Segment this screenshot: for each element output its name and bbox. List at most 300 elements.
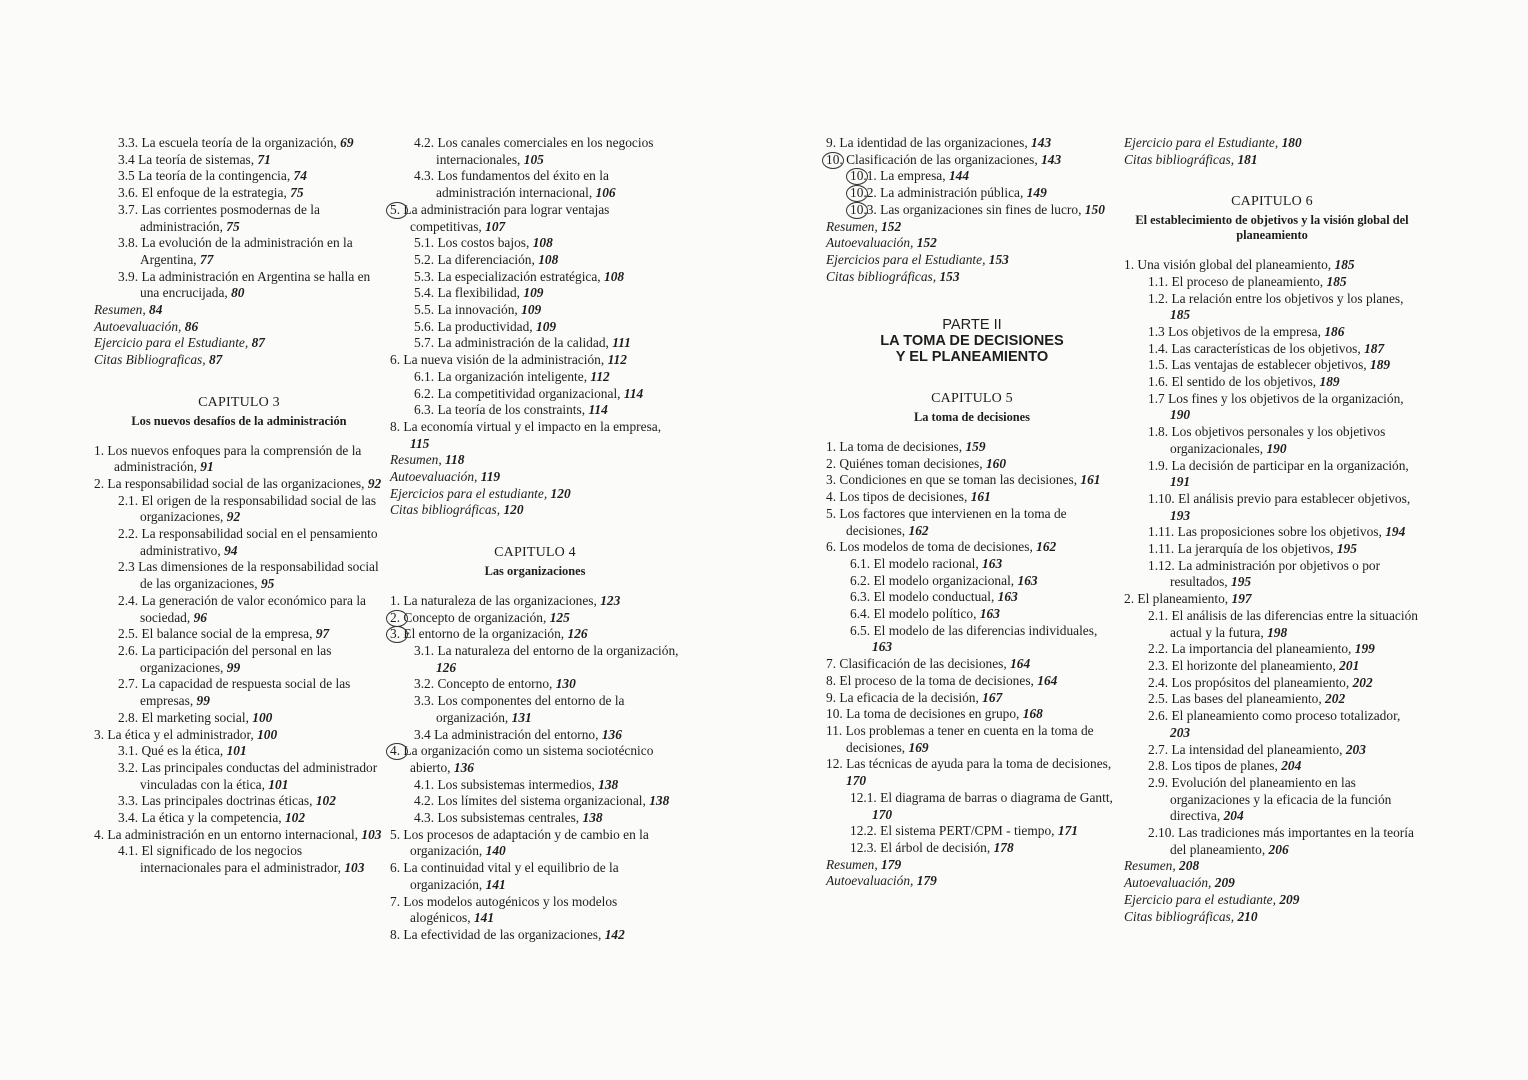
chapter-heading: [826, 391, 1118, 425]
entry-title: La escuela teoría de la organización,: [141, 135, 337, 150]
toc-back-matter-entry: [826, 219, 1118, 236]
entry-page: 179: [881, 856, 902, 872]
entry-page: 109: [523, 285, 544, 301]
entry-number: 9.: [826, 689, 837, 705]
entry-title: La efectividad de las organizaciones,: [403, 926, 602, 942]
toc-entry: [1124, 558, 1420, 591]
entry-page: 142: [604, 926, 625, 942]
toc-entry: [94, 793, 384, 810]
entry-page: 92: [226, 509, 241, 525]
toc-entry: [1124, 424, 1420, 457]
entry-title: El planeamiento,: [1137, 591, 1229, 607]
entry-page: 118: [445, 452, 465, 468]
toc-back-matter-entry: [1124, 858, 1420, 875]
entry-page: 180: [1281, 135, 1302, 150]
entry-title: La flexibilidad,: [437, 285, 521, 301]
entry-page: 185: [1326, 273, 1347, 289]
toc-entry: [94, 235, 384, 268]
entry-title: La administración en un entorno internacional,: [107, 826, 359, 842]
chapter-title: CAPITULO 4: [494, 545, 576, 561]
entry-number: 6.3.: [850, 589, 871, 605]
entry-title: Las proposiciones sobre los objetivos,: [1177, 524, 1382, 540]
entry-page: 153: [939, 268, 960, 284]
toc-entry: [94, 559, 384, 592]
toc-entry: [826, 152, 1118, 169]
entry-page: 94: [224, 542, 238, 558]
entry-page: 161: [970, 489, 991, 505]
entry-number: 2.5.: [1148, 691, 1169, 707]
entry-title: Resumen,: [390, 452, 442, 468]
toc-entry: [826, 456, 1118, 473]
toc-entry: [94, 810, 384, 827]
entry-number: 2.9.: [1148, 774, 1169, 790]
entry-title: La administración pública,: [880, 185, 1024, 201]
entry-number: 3.9.: [118, 268, 139, 284]
entry-page: 163: [1017, 572, 1038, 588]
toc-back-matter-entry: [94, 352, 384, 369]
entry-title: Los subsistemas intermedios,: [437, 776, 595, 792]
entry-page: 170: [872, 806, 893, 822]
entry-title: Resumen,: [826, 218, 878, 234]
entry-number: 3.4: [414, 726, 431, 742]
toc-entry: [94, 493, 384, 526]
entry-title: La administración en Argentina se halla en una encrucijada,: [140, 268, 371, 301]
entry-number: 1.1.: [1148, 273, 1169, 289]
entry-title: La ética y la competencia,: [141, 810, 282, 826]
entry-page: 195: [1336, 541, 1357, 557]
entry-number: 2.8.: [1148, 758, 1169, 774]
toc-entry: [826, 556, 1118, 573]
entry-number: 1.11.: [1148, 524, 1175, 540]
toc-entry: [390, 626, 680, 643]
toc-entry: [826, 823, 1118, 840]
entry-title: La administración para lograr ventajas competitivas,: [403, 201, 610, 234]
entry-page: 144: [948, 168, 970, 184]
entry-page: 126: [436, 659, 457, 675]
entry-title: La capacidad de respuesta social de las empresas,: [140, 676, 351, 709]
entry-page: 126: [567, 626, 588, 642]
toc-entry: [1124, 257, 1420, 274]
entry-page: 141: [473, 910, 495, 926]
entry-page: 152: [881, 218, 902, 234]
part-heading: [826, 317, 1118, 365]
entry-title: Citas bibliográficas,: [1124, 151, 1235, 167]
entry-number: 6.1.: [414, 368, 435, 384]
entry-title: Ejercicio para el Estudiante,: [94, 335, 249, 351]
toc-back-matter-entry: [390, 502, 680, 519]
toc-entry: [390, 386, 680, 403]
toc-back-matter-entry: [94, 319, 384, 336]
entry-title: Autoevaluación,: [826, 235, 914, 251]
entry-number: 1.: [390, 592, 401, 608]
entry-number: 4.1.: [414, 776, 435, 792]
entry-title: La administración del entorno,: [434, 726, 599, 742]
entry-number: 4.3.: [414, 168, 435, 184]
entry-page: 152: [916, 235, 937, 251]
entry-page: 136: [601, 726, 622, 742]
entry-page: 84: [149, 302, 163, 318]
entry-title: Citas Bibliograficas,: [94, 352, 206, 368]
toc-entry: [390, 693, 680, 726]
entry-page: 153: [988, 251, 1009, 267]
entry-title: El horizonte del planeamiento,: [1171, 657, 1336, 673]
toc-back-matter-entry: [826, 857, 1118, 874]
toc-entry: [826, 606, 1118, 623]
entry-title: Citas bibliográficas,: [826, 268, 937, 284]
entry-number: 1.7: [1148, 390, 1165, 406]
toc-entry: [826, 168, 1118, 185]
entry-page: 74: [293, 168, 307, 184]
entry-number: 3.3.: [414, 693, 435, 709]
entry-page: 115: [410, 435, 430, 451]
entry-number: 3.: [390, 626, 401, 642]
entry-title: Evolución del planeamiento en las organizaciones y la eficacia de la función directiva,: [1170, 774, 1392, 824]
entry-page: 130: [555, 676, 576, 692]
entry-title: La importancia del planeamiento,: [1171, 641, 1352, 657]
toc-entry: [94, 152, 384, 169]
entry-number: 10.2.: [850, 185, 877, 201]
chapter-heading: [390, 545, 680, 579]
entry-page: 114: [623, 385, 644, 401]
entry-page: 150: [1084, 201, 1105, 217]
entry-title: El modelo organizacional,: [873, 572, 1015, 588]
entry-title: Quiénes toman decisiones,: [839, 455, 983, 471]
entry-title: La teoría de sistemas,: [138, 151, 255, 167]
entry-number: 1.3: [1148, 323, 1165, 339]
entry-number: 3.7.: [118, 201, 139, 217]
toc-entry: [94, 476, 384, 493]
entry-title: Los problemas a tener en cuenta en la toma de decisiones,: [845, 722, 1094, 755]
entry-page: 102: [315, 793, 336, 809]
entry-title: La toma de decisiones,: [839, 439, 963, 455]
toc-entry: [1124, 775, 1420, 825]
entry-page: 208: [1179, 858, 1200, 874]
toc-entry: [94, 168, 384, 185]
entry-page: 194: [1385, 524, 1406, 540]
toc-entry: [826, 135, 1118, 152]
toc-entry: [94, 643, 384, 676]
entry-title: La economía virtual y el impacto en la empresa,: [403, 418, 662, 434]
entry-title: El árbol de decisión,: [880, 839, 991, 855]
toc-back-matter-entry: [826, 873, 1118, 890]
toc-entry: [1124, 758, 1420, 775]
entry-page: 159: [965, 439, 986, 455]
toc-entry: [826, 623, 1118, 656]
toc-entry: [94, 843, 384, 876]
entry-page: 106: [595, 185, 616, 201]
entry-number: 2.5.: [118, 626, 139, 642]
toc-entry: [826, 690, 1118, 707]
entry-page: 163: [872, 639, 893, 655]
entry-page: 163: [997, 589, 1018, 605]
entry-number: 6.2.: [414, 385, 435, 401]
toc-entry: [390, 319, 680, 336]
toc-entry: [94, 710, 384, 727]
entry-title: Los tipos de decisiones,: [839, 489, 968, 505]
toc-entry: [390, 252, 680, 269]
entry-number: 2.4.: [1148, 674, 1169, 690]
entry-number: 5.3.: [414, 268, 435, 284]
entry-page: 101: [226, 743, 247, 759]
entry-number: 5.: [390, 201, 401, 217]
part-title-line-2: Y EL PLANEAMIENTO: [895, 349, 1049, 366]
entry-number: 1.: [1124, 257, 1135, 273]
toc-entry: [1124, 391, 1420, 424]
entry-page: 201: [1339, 657, 1360, 673]
entry-title: El balance social de la empresa,: [141, 626, 313, 642]
entry-number: 1.9.: [1148, 457, 1169, 473]
toc-entry: [826, 202, 1118, 219]
toc-entry: [1124, 274, 1420, 291]
entry-number: 2.: [390, 609, 401, 625]
toc-entry: [94, 676, 384, 709]
entry-title: La nueva visión de la administración,: [403, 352, 605, 368]
entry-page: 99: [226, 659, 241, 675]
toc-entry: [390, 135, 680, 168]
entry-title: La identidad de las organizaciones,: [839, 135, 1028, 150]
entry-number: 3.4.: [118, 810, 139, 826]
entry-page: 202: [1352, 674, 1373, 690]
entry-number: 4.: [94, 826, 105, 842]
entry-page: 163: [982, 555, 1003, 571]
toc-entry: [390, 402, 680, 419]
entry-title: La responsabilidad social de las organizaciones,: [107, 475, 365, 491]
entry-title: Resumen,: [826, 856, 878, 872]
entry-page: 112: [590, 368, 610, 384]
entry-page: 203: [1345, 741, 1366, 757]
entry-number: 1.6.: [1148, 374, 1169, 390]
entry-page: 163: [979, 606, 1000, 622]
toc-entry: [390, 643, 680, 676]
toc-entry: [390, 593, 680, 610]
toc-entry: [390, 610, 680, 627]
entry-page: 75: [226, 218, 240, 234]
toc-entry: [826, 840, 1118, 857]
entry-page: 190: [1266, 440, 1287, 456]
toc-entry: [390, 352, 680, 369]
entry-title: Los modelos autogénicos y los modelos alogénicos,: [403, 893, 618, 926]
entry-number: 11.: [826, 722, 843, 738]
toc-entry: [94, 269, 384, 302]
entry-title: La teoría de la contingencia,: [138, 168, 291, 184]
entry-number: 5.5.: [414, 302, 435, 318]
entry-page: 210: [1237, 908, 1258, 924]
entry-title: La evolución de la administración en la Argentina,: [140, 235, 353, 267]
toc-entry: [390, 335, 680, 352]
entry-title: Los subsistemas centrales,: [437, 810, 580, 826]
entry-title: Los objetivos personales y los objetivos organizacionales,: [1170, 424, 1386, 456]
entry-number: 5.: [826, 505, 837, 521]
toc-entry: [826, 723, 1118, 756]
entry-page: 103: [361, 826, 382, 842]
entry-page: 80: [231, 285, 245, 301]
chapter-subtitle: El establecimiento de objetivos y la visión global del planeamiento: [1135, 213, 1409, 243]
entry-title: La naturaleza de las organizaciones,: [403, 592, 597, 608]
entry-title: Los objetivos de la empresa,: [1168, 323, 1321, 339]
entry-title: La empresa,: [880, 168, 946, 184]
entry-number: 12.: [826, 756, 843, 772]
entry-page: 199: [1354, 641, 1375, 657]
entry-title: La relación entre los objetivos y los planes,: [1171, 290, 1404, 306]
toc-entry: [1124, 524, 1420, 541]
entry-number: 4.2.: [414, 135, 435, 150]
entry-page: 131: [511, 709, 532, 725]
entry-page: 138: [582, 810, 603, 826]
entry-number: 3.8.: [118, 235, 139, 251]
entry-number: 7.: [826, 656, 837, 672]
entry-page: 77: [200, 251, 214, 267]
entry-number: 2.: [94, 475, 105, 491]
entry-page: 87: [208, 352, 223, 368]
toc-entry: [1124, 658, 1420, 675]
entry-title: El sistema PERT/CPM - tiempo,: [880, 823, 1055, 839]
entry-page: 168: [1022, 706, 1043, 722]
entry-title: Los canales comerciales en los negocios internacionales,: [436, 135, 654, 167]
entry-page: 91: [200, 459, 214, 475]
entry-page: 202: [1325, 691, 1346, 707]
entry-title: La organización como un sistema sociotécnico abierto,: [403, 743, 654, 775]
toc-back-matter-entry: [1124, 892, 1420, 909]
toc-entry: [390, 202, 680, 235]
entry-page: 185: [1334, 257, 1355, 273]
entry-title: Citas bibliográficas,: [1124, 908, 1235, 924]
entry-page: 99: [196, 693, 210, 709]
entry-title: El diagrama de barras o diagrama de Gantt,: [880, 789, 1113, 805]
entry-page: 92: [367, 475, 382, 491]
toc-entry: [94, 626, 384, 643]
entry-number: 5.4.: [414, 285, 435, 301]
entry-number: 2.: [826, 455, 837, 471]
entry-page: 171: [1057, 823, 1078, 839]
entry-title: Resumen,: [1124, 858, 1176, 874]
entry-number: 6.5.: [850, 622, 871, 638]
entry-title: Concepto de organización,: [403, 609, 547, 625]
entry-title: La generación de valor económico para la sociedad,: [140, 592, 367, 625]
entry-number: 2.8.: [118, 709, 139, 725]
toc-entry: [94, 593, 384, 626]
toc-entry: [390, 777, 680, 794]
entry-number: 7.: [390, 893, 401, 909]
entry-title: Las técnicas de ayuda para la toma de decisiones,: [846, 756, 1112, 772]
toc-column-3: [826, 135, 1118, 890]
entry-page: 197: [1231, 591, 1252, 607]
entry-number: 2.10.: [1148, 825, 1175, 841]
entry-number: 5.6.: [414, 318, 435, 334]
entry-number: 1.4.: [1148, 340, 1169, 356]
entry-number: 6.3.: [414, 402, 435, 418]
entry-title: Las características de los objetivos,: [1171, 340, 1361, 356]
toc-back-matter-entry: [826, 235, 1118, 252]
entry-number: 8.: [390, 926, 401, 942]
entry-number: 10.: [826, 706, 843, 722]
entry-title: El análisis de las diferencias entre la situación actual y la futura,: [1170, 607, 1418, 640]
entry-page: 143: [1041, 151, 1062, 167]
toc-entry: [1124, 675, 1420, 692]
entry-title: Los límites del sistema organizacional,: [437, 793, 646, 809]
entry-number: 3.6.: [118, 185, 139, 201]
entry-title: El entorno de la organización,: [403, 626, 565, 642]
toc-entry: [390, 810, 680, 827]
toc-entry: [390, 235, 680, 252]
entry-title: Condiciones en que se toman las decisiones,: [839, 472, 1078, 488]
entry-page: 190: [1170, 407, 1191, 423]
entry-title: Las tradiciones más importantes en la teoría del planeamiento,: [1170, 825, 1414, 857]
entry-title: El modelo político,: [873, 606, 977, 622]
entry-title: Los fundamentos del éxito en la administración internacional,: [436, 168, 609, 201]
entry-title: El origen de la responsabilidad social de las organizaciones,: [140, 492, 377, 525]
toc-entry: [826, 573, 1118, 590]
toc-entry: [826, 472, 1118, 489]
entry-number: 3.3.: [118, 135, 139, 150]
entry-page: 189: [1370, 357, 1391, 373]
entry-title: El significado de los negocios internacionales para el administrador,: [140, 843, 341, 876]
toc-entry: [1124, 691, 1420, 708]
toc-back-matter-entry: [390, 452, 680, 469]
entry-title: Clasificación de las decisiones,: [839, 656, 1007, 672]
toc-entry: [390, 676, 680, 693]
entry-number: 2.2.: [1148, 641, 1169, 657]
toc-entry: [390, 727, 680, 744]
entry-page: 209: [1279, 891, 1300, 907]
entry-number: 2.1.: [1148, 607, 1169, 623]
entry-title: Las corrientes posmodernas de la administración,: [140, 201, 320, 234]
entry-number: 4.1.: [118, 843, 139, 859]
toc-entry: [1124, 491, 1420, 524]
entry-page: 103: [344, 860, 365, 876]
toc-entry: [1124, 291, 1420, 324]
part-title-line-1: LA TOMA DE DECISIONES: [880, 333, 1064, 350]
entry-title: Los tipos de planes,: [1171, 758, 1278, 774]
entry-page: 204: [1281, 758, 1302, 774]
entry-title: El proceso de planeamiento,: [1171, 273, 1324, 289]
entry-page: 164: [1010, 656, 1031, 672]
toc-entry: [94, 827, 384, 844]
toc-entry: [826, 589, 1118, 606]
entry-number: 4.: [390, 743, 401, 759]
entry-title: Ejercicios para el estudiante,: [390, 485, 548, 501]
entry-number: 10.3.: [850, 201, 877, 217]
entry-page: 108: [604, 268, 625, 284]
entry-page: 97: [315, 626, 330, 642]
entry-number: 6.: [826, 539, 837, 555]
entry-page: 189: [1319, 374, 1340, 390]
entry-page: 120: [550, 485, 571, 501]
entry-title: Una visión global del planeamiento,: [1137, 257, 1332, 273]
entry-number: 2.3: [118, 559, 135, 575]
entry-page: 206: [1268, 841, 1289, 857]
entry-title: Autoevaluación,: [94, 318, 182, 334]
entry-title: Los factores que intervienen en la toma de decisiones,: [839, 505, 1067, 538]
toc-back-matter-entry: [1124, 909, 1420, 926]
entry-number: 1.8.: [1148, 424, 1169, 440]
entry-title: Ejercicios para el Estudiante,: [826, 251, 986, 267]
toc-entry: [94, 526, 384, 559]
chapter-subtitle: La toma de decisiones: [914, 410, 1030, 425]
entry-number: 3.: [94, 726, 105, 742]
entry-page: 71: [257, 151, 271, 167]
toc-entry: [1124, 608, 1420, 641]
toc-entry: [826, 790, 1118, 823]
entry-page: 101: [268, 776, 289, 792]
entry-page: 161: [1080, 472, 1101, 488]
entry-page: 136: [453, 759, 474, 775]
entry-title: Los componentes del entorno de la organización,: [436, 693, 625, 725]
toc-entry: [94, 760, 384, 793]
entry-number: 3.3.: [118, 793, 139, 809]
entry-page: 100: [257, 726, 278, 742]
entry-number: 4.3.: [414, 810, 435, 826]
entry-title: El modelo conductual,: [873, 589, 995, 605]
